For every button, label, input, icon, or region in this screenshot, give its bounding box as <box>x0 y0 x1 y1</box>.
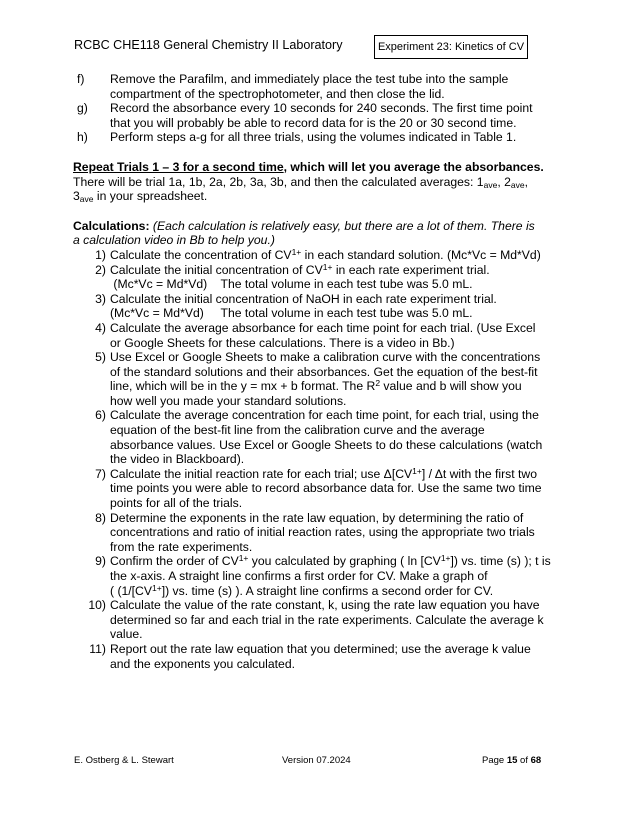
superscript: 1+ <box>238 553 249 564</box>
repeat-text: , 2 <box>497 174 511 189</box>
footer-text: Page <box>482 755 507 766</box>
calc-text: Calculate the concentration of CV <box>110 247 292 262</box>
ave-subscript: ave <box>79 194 94 205</box>
calc-text: in each standard solution. (Mc*Vc = Md*Vd) <box>301 247 541 262</box>
calc-text: Confirm the order of CV <box>110 554 239 569</box>
step-line: compartment of the spectrophotometer, and then close the lid. <box>110 86 445 101</box>
repeat-heading <box>73 160 563 175</box>
calc-line: Calculate the average absorbance for each time point for each trial. (Use Excel <box>110 320 536 335</box>
current-page: 15 <box>506 755 518 766</box>
calc-line <box>110 263 563 278</box>
step-g <box>73 101 563 130</box>
step-line: Perform steps a-g for all three trials, using the volumes indicated in Table 1. <box>110 130 517 145</box>
step-f <box>73 72 563 101</box>
calc-line: Report out the rate law equation that you determined; use the average k value <box>110 641 531 656</box>
calc-text: ]) vs. time (s) ). A straight line confirms a second order for CV. <box>161 583 494 598</box>
calc-line: absorbance values. Use Excel or Google Sheets to do these calculations (watch <box>110 437 543 452</box>
calc-item-2 <box>73 263 563 292</box>
calc-text: in each rate experiment trial. <box>332 262 490 277</box>
calc-item-3 <box>73 292 563 321</box>
repeat-text: 3 <box>73 189 80 204</box>
calc-line: Use Excel or Google Sheets to make a calibration curve with the concentrations <box>110 350 541 365</box>
header-title: RCBC CHE118 General Chemistry II Laboratory <box>74 38 343 52</box>
calc-line: Calculate the initial concentration of NaOH in each rate experiment trial. <box>110 291 497 306</box>
calc-label: 2) <box>95 262 106 277</box>
calc-line: from the rate experiments. <box>110 539 253 554</box>
calc-item-4 <box>73 321 563 350</box>
footer-text: of <box>517 755 531 766</box>
calc-text: Calculate the initial reaction rate for each trial; use Δ[CV <box>110 466 413 481</box>
calc-line: determined so far and each trial in the rate experiments. Calculate the average k <box>110 612 544 627</box>
calc-line <box>110 554 563 569</box>
superscript: 1+ <box>322 261 333 272</box>
procedure-steps <box>73 72 563 145</box>
calc-item-5 <box>73 350 563 408</box>
calc-text: you calculated by graphing ( ln [CV <box>248 554 441 569</box>
experiment-title-box: Experiment 23: Kinetics of CV <box>374 35 528 59</box>
step-line: Record the absorbance every 10 seconds for 240 seconds. The first time point <box>110 101 533 116</box>
calc-text: Calculate the initial concentration of CV <box>110 262 323 277</box>
calc-item-11 <box>73 642 563 671</box>
calc-label: 9) <box>95 554 106 569</box>
calc-line: the x-axis. A straight line confirms a first order for CV. Make a graph of <box>110 569 488 583</box>
calc-label: 8) <box>95 510 106 525</box>
step-label: h) <box>77 130 88 145</box>
calc-line: points for all of the trials. <box>110 496 243 511</box>
calc-line: value. <box>110 627 143 642</box>
calculations-heading: Calculations: <box>73 218 150 233</box>
repeat-line-3 <box>73 189 563 204</box>
calc-item-6 <box>73 408 563 466</box>
calc-label: 11) <box>89 641 106 656</box>
superscript: 1+ <box>412 465 422 476</box>
calc-label: 4) <box>95 320 106 335</box>
calc-item-1 <box>73 248 563 263</box>
repeat-trials-paragraph <box>73 160 563 204</box>
calc-line: or Google Sheets for these calculations. There is a video in Bb.) <box>110 335 455 350</box>
calculations-intro <box>73 219 563 234</box>
calc-label: 10) <box>88 598 106 613</box>
calc-text: ( (1/[CV <box>110 583 152 598</box>
repeat-text: There will be trial 1a, 1b, 2a, 2b, 3a, 3b, and then the calculated averages: 1 <box>73 174 484 189</box>
superscript: 1+ <box>151 582 162 593</box>
superscript: 1+ <box>291 246 302 257</box>
step-line: Remove the Parafilm, and immediately place the test tube into the sample <box>110 72 509 86</box>
step-label: f) <box>77 72 85 86</box>
calc-line: time points you were able to record absorbance data for. Use the same two time <box>110 481 542 496</box>
intro-text: (Each calculation is relatively easy, but there are a lot of them. There is <box>149 218 535 233</box>
calc-line: concentrations and ratio of initial reaction rates, using the appropriate two trials <box>110 525 535 540</box>
total-pages: 68 <box>530 755 542 766</box>
repeat-text: in your spreadsheet. <box>93 189 208 204</box>
calc-label: 6) <box>95 408 106 423</box>
calc-text: ]) vs. time (s) ); t is <box>450 554 551 569</box>
repeat-text: , <box>524 174 528 189</box>
step-line: that you will probably be able to record data for is the 20 or 30 second time. <box>110 115 517 130</box>
calc-line <box>110 584 563 599</box>
calc-line: and the exponents you calculated. <box>110 656 295 671</box>
calc-label: 5) <box>95 350 106 365</box>
page-content <box>73 72 563 671</box>
calc-line: Calculate the value of the rate constant, k, using the rate law equation you have <box>110 598 540 613</box>
ave-subscript: ave <box>483 179 498 190</box>
calc-label: 3) <box>95 291 106 306</box>
ave-subscript: ave <box>510 179 525 190</box>
repeat-line-2 <box>73 175 563 190</box>
step-h <box>73 130 563 145</box>
superscript: 1+ <box>440 553 451 564</box>
calc-line: (Mc*Vc = Md*Vd) The total volume in each test tube was 5.0 mL. <box>110 277 473 292</box>
superscript: 2 <box>375 378 381 389</box>
footer-authors: E. Ostberg & L. Stewart <box>74 755 174 766</box>
calc-item-10 <box>73 598 563 642</box>
footer-version: Version 07.2024 <box>282 755 351 766</box>
calc-label: 1) <box>95 247 106 262</box>
intro-text: a calculation video in Bb to help you.) <box>73 233 275 248</box>
calc-line: of the standard solutions and their absorbances. Get the equation of the best-fit <box>110 364 538 379</box>
calc-line: Determine the exponents in the rate law equation, by determining the ratio of <box>110 510 524 525</box>
calc-item-7 <box>73 467 563 511</box>
calc-text: line, which will be in the y = mx + b format. The R <box>110 379 376 394</box>
repeat-bold-rest: , which will let you average the absorbances. <box>283 159 544 174</box>
calc-line: how well you made your standard solutions. <box>110 393 347 408</box>
calc-item-8 <box>73 511 563 555</box>
calc-line: (Mc*Vc = Md*Vd) The total volume in each test tube was 5.0 mL. <box>110 306 473 321</box>
calc-text: value and b will show you <box>380 379 522 394</box>
calc-line <box>110 467 563 482</box>
calculations-section <box>73 219 563 671</box>
calc-line <box>110 248 563 263</box>
calc-line: the video in Blackboard). <box>110 452 245 467</box>
calc-item-9 <box>73 554 563 598</box>
calc-line: equation of the best-fit line from the calibration curve and the average <box>110 423 485 438</box>
step-label: g) <box>77 101 88 116</box>
calc-line: Calculate the average concentration for each time point, for each trial, using the <box>110 408 539 423</box>
calc-label: 7) <box>95 466 106 481</box>
calc-text: ] / Δt with the first two <box>421 466 537 481</box>
footer-page-number <box>482 755 541 766</box>
calc-line <box>110 379 563 394</box>
repeat-underlined: Repeat Trials 1 – 3 for a second time <box>73 159 284 174</box>
